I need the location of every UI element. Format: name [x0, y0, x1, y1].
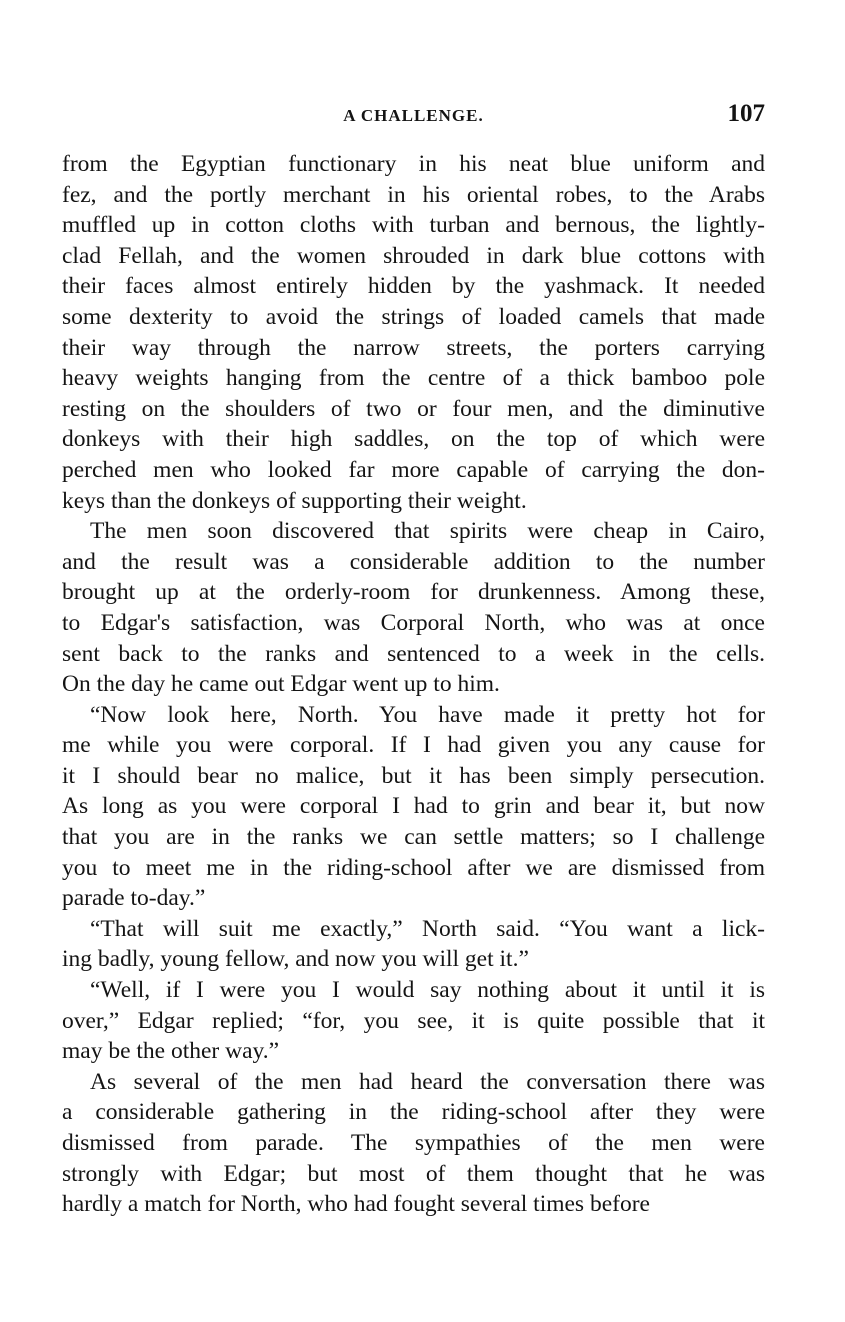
text-line: to Edgar's satisfaction, was Corporal North, who was at once	[62, 609, 765, 636]
text-line: “That will suit me exactly,” North said. “You want a lick-	[90, 915, 765, 942]
text-line: perched men who looked far more capable of carrying the don-	[62, 456, 765, 483]
text-line: and the result was a considerable addition to the number	[62, 548, 765, 575]
paragraph	[62, 700, 765, 914]
text-line: sent back to the ranks and sentenced to a week in the cells.	[62, 640, 765, 667]
running-head: A CHALLENGE.	[343, 106, 484, 125]
text-line: As several of the men had heard the conversation there was	[90, 1068, 765, 1095]
text-line: strongly with Edgar; but most of them thought that he was	[62, 1160, 765, 1187]
text-line: resting on the shoulders of two or four men, and the diminutive	[62, 395, 765, 422]
text-line: fez, and the portly merchant in his oriental robes, to the Arabs	[62, 181, 765, 208]
text-line: heavy weights hanging from the centre of a thick bamboo pole	[62, 365, 765, 392]
text-line: “Well, if I were you I would say nothing about it until it is	[90, 977, 765, 1004]
text-line: On the day he came out Edgar went up to him.	[62, 671, 500, 698]
text-line: parade to-day.”	[62, 885, 206, 912]
text-line: over,” Edgar replied; “for, you see, it is quite possible that it	[62, 1007, 765, 1034]
text-line: that you are in the ranks we can settle matters; so I challenge	[62, 824, 765, 851]
text-line: from the Egyptian functionary in his neat blue uniform and	[62, 151, 765, 177]
paragraph	[62, 914, 765, 975]
text-line: may be the other way.”	[62, 1038, 280, 1065]
text-line: you to meet me in the riding-school after we are dismissed from	[62, 854, 765, 881]
paragraph	[62, 516, 765, 700]
page-number: 107	[727, 100, 765, 127]
text-line: muffled up in cotton cloths with turban and bernous, the lightly-	[62, 212, 765, 239]
text-line: As long as you were corporal I had to grin and bear it, but now	[62, 793, 765, 820]
text-line: a considerable gathering in the riding-school after they were	[62, 1099, 765, 1126]
paragraph	[62, 149, 765, 516]
text-line: “Now look here, North. You have made it pretty hot for	[90, 701, 765, 728]
text-line: brought up at the orderly-room for drunkenness. Among these,	[62, 579, 765, 606]
text-line: donkeys with their high saddles, on the top of which were	[62, 426, 765, 453]
text-line: dismissed from parade. The sympathies of the men were	[62, 1130, 765, 1156]
text-line: me while you were corporal. If I had given you any cause for	[62, 732, 765, 759]
text-line: clad Fellah, and the women shrouded in dark blue cottons with	[62, 242, 765, 269]
text-line: hardly a match for North, who had fought several times before	[62, 1191, 650, 1218]
text-line: their way through the narrow streets, the porters carrying	[62, 334, 765, 361]
body-text	[62, 149, 765, 1220]
paragraph	[62, 1067, 765, 1220]
text-line: it I should bear no malice, but it has been simply persecution.	[62, 762, 765, 789]
text-line: The men soon discovered that spirits were cheap in Cairo,	[90, 518, 765, 545]
text-line: some dexterity to avoid the strings of loaded camels that made	[62, 303, 765, 330]
text-line: ing badly, young fellow, and now you will get it.”	[62, 946, 529, 973]
page-header	[62, 100, 765, 136]
text-line: keys than the donkeys of supporting their weight.	[62, 487, 527, 514]
text-line: their faces almost entirely hidden by the yashmack. It needed	[62, 273, 765, 300]
paragraph	[62, 975, 765, 1067]
